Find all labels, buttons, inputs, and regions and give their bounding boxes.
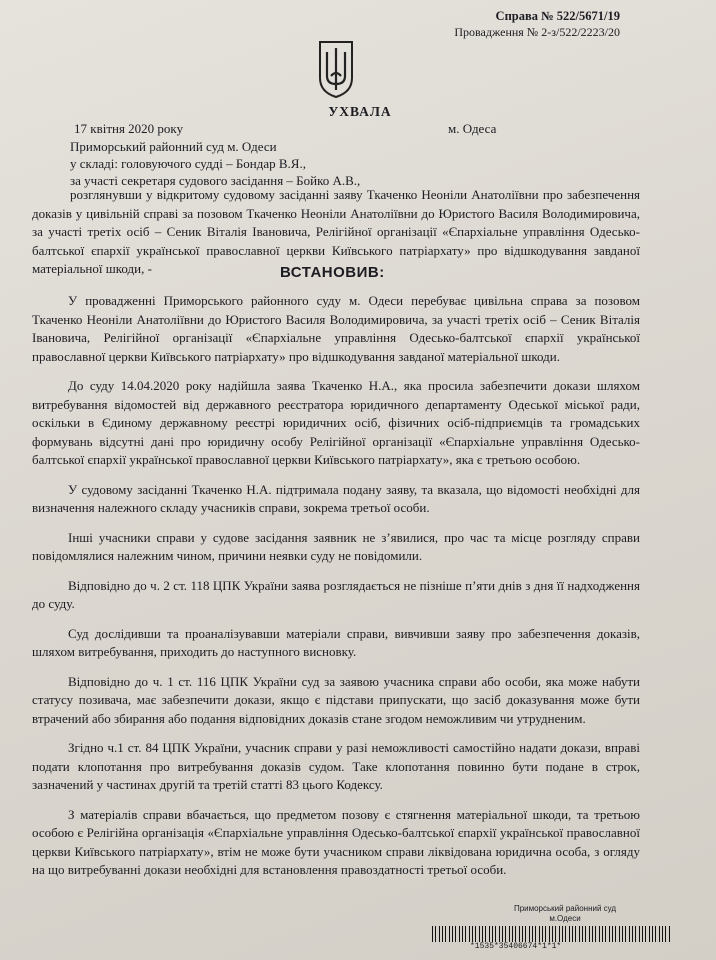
barcode-bar: [492, 926, 493, 942]
barcode-text: *1535*35406674*1*1*: [470, 942, 562, 951]
barcode-bar: [649, 926, 650, 942]
document-title: УХВАЛА: [328, 104, 392, 119]
barcode-bar: [475, 926, 476, 942]
barcode-bar: [525, 926, 526, 942]
barcode-bar: [472, 926, 473, 942]
barcode-bar: [642, 926, 643, 942]
barcode-bar: [605, 926, 606, 942]
barcode-bar: [595, 926, 596, 942]
decision-city: м. Одеса: [448, 121, 497, 136]
barcode-bar: [555, 926, 556, 942]
barcode-bar: [539, 926, 540, 942]
lead-paragraph: розглянувши у відкритому судовому засіданні заяву Ткаченко Неоніли Анатоліївни про забезпечення доказів у цивільній справі за позовом Ткаченко Неоніли Анатоліївни до Юристого Василя Володимировича, за участі третіх осіб – Сеник Віталія Івановича, Релігійної організації «Єпархіальне управління Одесько-балтської єпархії української православної церкви Київського патріархату» про відшкодування завданої матеріальної шкоди, -: [32, 187, 640, 276]
court-name: Приморський районний суд м. Одеси: [70, 139, 277, 154]
barcode-bar: [455, 926, 456, 942]
barcode-bar: [582, 926, 583, 942]
barcode-bar: [435, 926, 436, 942]
barcode-bar: [669, 926, 670, 942]
barcode-bar: [515, 926, 516, 942]
barcode-bar: [442, 926, 443, 942]
case-header: [454, 8, 620, 40]
barcode-bar: [432, 926, 433, 942]
stamp-court: Приморський районний суд: [513, 904, 617, 913]
barcode-bar: [575, 926, 576, 942]
barcode-bar: [609, 926, 610, 942]
barcode-bar: [509, 926, 510, 942]
barcode-bar: [552, 926, 553, 942]
barcode-bar: [612, 926, 613, 942]
barcode-bar: [562, 926, 563, 942]
barcode-bar: [632, 926, 633, 942]
court-composition: у складі: головуючого судді – Бондар В.Я.,: [70, 156, 306, 171]
paragraph: Відповідно до ч. 1 ст. 116 ЦПК України суд за заявою учасника справи або особи, яка може набути статусу позивача, має забезпечити докази, якщо є підстави припускати, що засіб доказування може бути втрачений або збирання або подання відповідних доказів стане згодом неможливим чи утрудненим.: [32, 673, 640, 726]
barcode-bar: [469, 926, 470, 942]
barcode-bar: [542, 926, 543, 942]
barcode-bar: [665, 926, 666, 942]
barcode-bar: [499, 926, 500, 942]
barcode-bar: [592, 926, 593, 942]
barcode-bar: [529, 926, 530, 942]
barcode-bar: [659, 926, 660, 942]
case-number: Справа № 522/5671/19: [495, 9, 620, 23]
paragraph: Згідно ч.1 ст. 84 ЦПК України, учасник справи у разі неможливості самостійно надати докази, вправі подати клопотання про витребування доказів судом. Таке клопотання повинно бути подане в строк, зазначений у частинах другій та третій статті 83 цього Кодексу.: [32, 740, 640, 792]
barcode-bar: [639, 926, 640, 942]
court-secretary: за участі секретаря судового засідання – Бойко А.В.,: [70, 173, 361, 188]
barcode-bar: [519, 926, 520, 942]
barcode-bar: [522, 926, 523, 942]
barcode-bar: [465, 926, 466, 942]
barcode-bar: [532, 926, 533, 942]
barcode-bar: [452, 926, 453, 942]
barcode-bar: [569, 926, 570, 942]
document-body: [32, 292, 640, 891]
barcode-icon: [432, 926, 672, 942]
barcode-bar: [495, 926, 496, 942]
paragraph: У провадженні Приморського районного суду м. Одеси перебуває цивільна справа за позовом Ткаченко Неоніли Анатоліївни до Юристого Василя Володимировича, за участі третіх осіб – Сеник Віталія Івановича, Релігійної організації «Єпархіальне управління Одесько-балтської єпархії української православної церкви Київського патріархату» про відшкодування завданої матеріальної шкоди.: [32, 293, 640, 364]
barcode-bar: [479, 926, 480, 942]
barcode-bar: [512, 926, 513, 942]
barcode-bar: [549, 926, 550, 942]
barcode-bar: [655, 926, 656, 942]
barcode-bar: [589, 926, 590, 942]
proceeding-number: Провадження № 2-з/522/2223/20: [454, 25, 620, 39]
barcode-bar: [585, 926, 586, 942]
section-heading: ВСТАНОВИВ:: [280, 264, 385, 281]
barcode-bar: [439, 926, 440, 942]
paragraph: Суд дослідивши та проаналізувавши матеріали справи, вивчивши заяву про забезпечення доказів, шляхом витребування, приходить до наступного висновку.: [32, 625, 640, 659]
barcode-bar: [462, 926, 463, 942]
barcode-bar: [489, 926, 490, 942]
barcode-bar: [662, 926, 663, 942]
barcode-bar: [629, 926, 630, 942]
barcode-bar: [485, 926, 486, 942]
court-stamp: [490, 904, 640, 924]
paragraph: Інші учасники справи у судове засідання заявник не з’явилися, про час та місце розгляду справи повідомлялися належним чином, причини неявки суду не повідомили.: [32, 529, 640, 563]
barcode-bar: [599, 926, 600, 942]
barcode-bar: [565, 926, 566, 942]
barcode-bar: [652, 926, 653, 942]
paragraph: У судовому засіданні Ткаченко Н.А. підтримала подану заяву, та вказала, що відомості необхідні для визначення належного складу учасників справи, зокрема третьої особи.: [32, 481, 640, 515]
barcode-bar: [449, 926, 450, 942]
barcode-bar: [615, 926, 616, 942]
decision-date: 17 квітня 2020 року: [74, 121, 184, 136]
barcode-bar: [535, 926, 536, 942]
stamp-city: м.Одеси: [549, 914, 581, 923]
barcode-bar: [635, 926, 636, 942]
barcode-bar: [545, 926, 546, 942]
barcode-bar: [482, 926, 483, 942]
barcode-bar: [619, 926, 620, 942]
barcode-bar: [445, 926, 446, 942]
barcode-bar: [572, 926, 573, 942]
barcode-bar: [645, 926, 646, 942]
trident-coat-of-arms-icon: [318, 40, 354, 98]
barcode-bar: [602, 926, 603, 942]
barcode-bar: [459, 926, 460, 942]
barcode-bar: [505, 926, 506, 942]
barcode-bar: [579, 926, 580, 942]
paragraph: До суду 14.04.2020 року надійшла заява Ткаченко Н.А., яка просила забезпечити докази шляхом витребування відомостей від державного реєстратора юридичного департаменту Одеської міської ради, оскільки в Єдиному державному реєстрі юридичних осіб, фізичних осіб-підприємців та громадських формувань відсутні дані про юридичну особу Релігійної організації «Єпархіальне управління Одесько-балтської єпархії української православної церкви Київського патріархату», яка є третьою особою.: [32, 378, 640, 467]
barcode-bar: [559, 926, 560, 942]
paragraph: З матеріалів справи вбачається, що предметом позову є стягнення матеріальної шкоди, та третьою особою є Релігійна організація «Єпархіальне управління Одесько-балтської єпархії української православної церкви Київського патріархату», втім не може бути учасником справи ліквідована юридична особа, з огляду на що витребуванні докази необхідні для встановлення правоздатності третьої особи.: [32, 806, 640, 877]
barcode-bar: [622, 926, 623, 942]
paragraph: Відповідно до ч. 2 ст. 118 ЦПК України заява розглядається не пізніше п’яти днів з дня її надходження до суду.: [32, 577, 640, 611]
barcode-bar: [625, 926, 626, 942]
barcode-bar: [502, 926, 503, 942]
